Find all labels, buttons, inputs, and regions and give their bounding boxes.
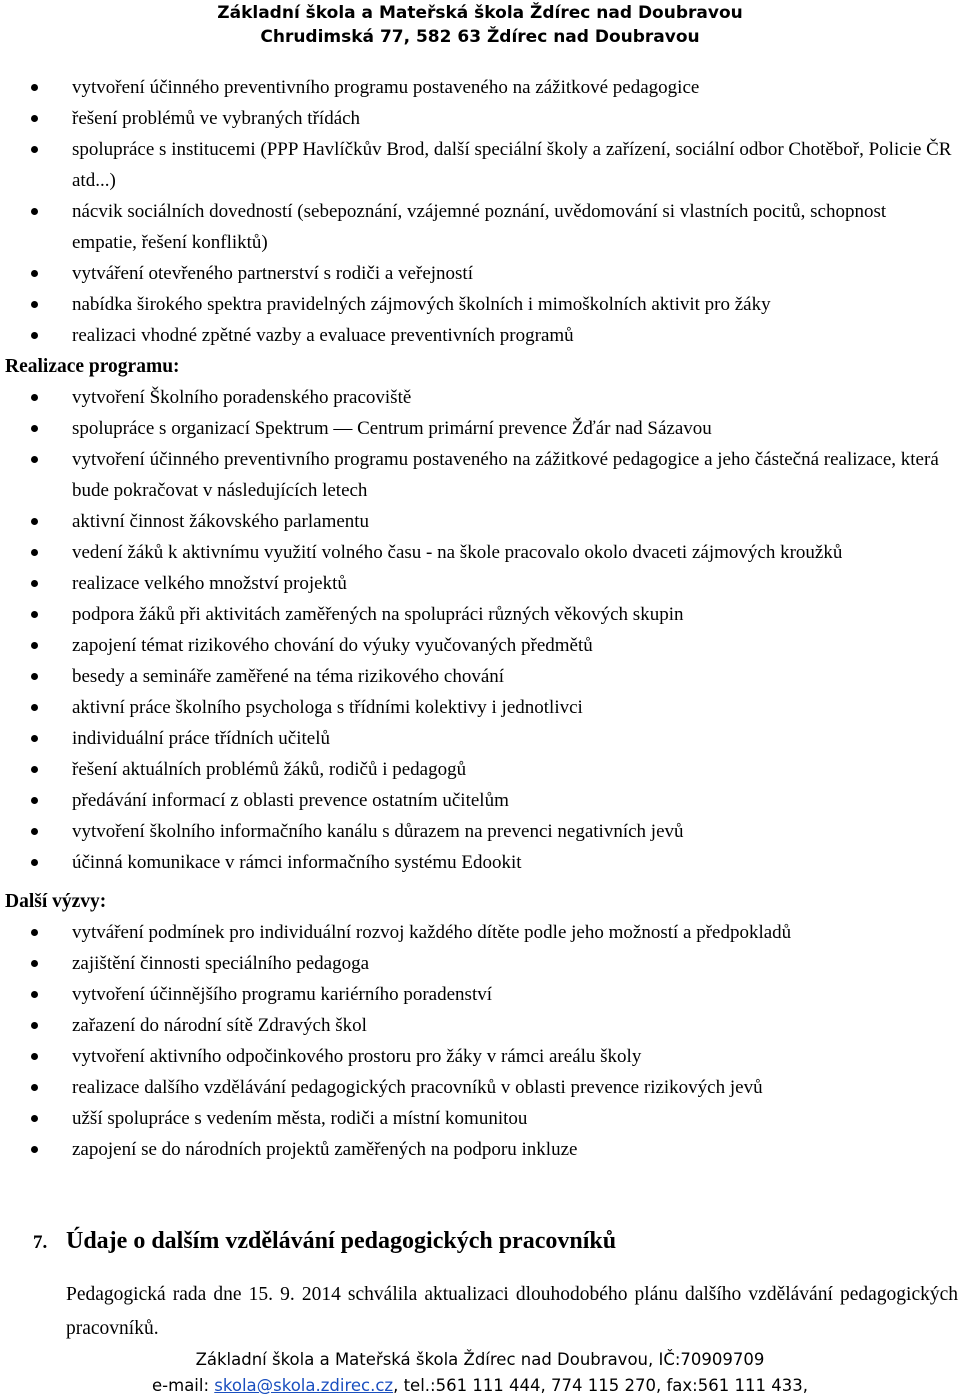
list-item-text: vytvoření Školního poradenského pracoviště	[72, 387, 412, 408]
list-item-text: zajištění činnosti speciálního pedagoga	[72, 953, 370, 974]
list-item	[0, 444, 960, 506]
bullet-icon	[31, 270, 38, 277]
list-item	[0, 816, 960, 847]
list-item-text: aktivní činnost žákovského parlamentu	[72, 511, 370, 532]
list-item	[0, 382, 960, 413]
list-item	[0, 661, 960, 692]
bullet-icon	[31, 797, 38, 804]
email-link[interactable]: skola@skola.zdirec.cz	[214, 1376, 394, 1395]
list-item	[0, 917, 960, 948]
realization-list	[0, 382, 960, 878]
list-item	[0, 1072, 960, 1103]
list-item-text: besedy a semináře zaměřené na téma rizikového chování	[72, 666, 505, 687]
list-item-text: nabídka širokého spektra pravidelných zájmových školních i mimoškolních aktivit pro žáky	[72, 294, 771, 315]
list-item-text: spolupráce s institucemi (PPP Havlíčkův Brod, další speciální školy a zařízení, sociální odbor Chotěboř, Policie ČR atd...)	[72, 139, 952, 191]
list-item-text: řešení aktuálních problémů žáků, rodičů i pedagogů	[72, 759, 467, 780]
bullet-icon	[31, 115, 38, 122]
list-item-text: nácvik sociálních dovedností (sebepoznání, vzájemné poznání, uvědomování si vlastních pocitů, schopnost empatie, řešení konfliktů)	[72, 201, 887, 253]
document-body	[0, 72, 960, 1165]
list-item	[0, 847, 960, 878]
list-item-text: vytvoření školního informačního kanálu s důrazem na prevenci negativních jevů	[72, 821, 684, 842]
list-item-text: vytvoření aktivního odpočinkového prostoru pro žáky v rámci areálu školy	[72, 1046, 642, 1067]
bullet-icon	[31, 1053, 38, 1060]
bullet-icon	[31, 673, 38, 680]
bullet-icon	[31, 991, 38, 998]
list-item-text: účinná komunikace v rámci informačního systému Edookit	[72, 852, 522, 873]
bullet-icon	[31, 960, 38, 967]
list-item	[0, 568, 960, 599]
bullet-icon	[31, 394, 38, 401]
bullet-icon	[31, 1022, 38, 1029]
list-item	[0, 320, 960, 351]
goals-list	[0, 72, 960, 351]
list-item-text: užší spolupráce s vedením města, rodiči a místní komunitou	[72, 1108, 528, 1129]
bullet-icon	[31, 332, 38, 339]
list-item-text: vytváření podmínek pro individuální rozvoj každého dítěte podle jeho možností a předpokladů	[72, 922, 792, 943]
contact-phones: , tel.:561 111 444, 774 115 270, fax:561 111 433,	[393, 1376, 808, 1395]
list-item	[0, 979, 960, 1010]
section-title: Údaje o dalším vzdělávání pedagogických pracovníků	[66, 1228, 617, 1254]
list-item	[0, 72, 960, 103]
heading-vyzvy: Další výzvy:	[5, 891, 107, 912]
list-item-text: realizace velkého množství projektů	[72, 573, 347, 594]
list-item	[0, 103, 960, 134]
list-item	[0, 754, 960, 785]
school-address: Chrudimská 77, 582 63 Ždírec nad Doubravou	[260, 27, 700, 47]
list-item-text: realizaci vhodné zpětné vazby a evaluace preventivních programů	[72, 325, 574, 346]
bullet-icon	[31, 735, 38, 742]
list-item	[0, 948, 960, 979]
list-item	[0, 692, 960, 723]
bullet-icon	[31, 425, 38, 432]
list-item-text: spolupráce s organizací Spektrum — Centrum primární prevence Žďár nad Sázavou	[72, 418, 712, 439]
bullet-icon	[31, 859, 38, 866]
list-item	[0, 785, 960, 816]
list-item	[0, 723, 960, 754]
bullet-icon	[31, 611, 38, 618]
footer-line-1: Základní škola a Mateřská škola Ždírec nad Doubravou, IČ:70909709	[195, 1350, 765, 1369]
list-item-text: řešení problémů ve vybraných třídách	[72, 108, 361, 129]
list-item-text: vytvoření účinnějšího programu kariérního poradenství	[72, 984, 493, 1005]
list-item-text: zařazení do národní sítě Zdravých škol	[72, 1015, 367, 1036]
bullet-icon	[31, 642, 38, 649]
bullet-icon	[31, 518, 38, 525]
list-item	[0, 506, 960, 537]
list-item	[0, 413, 960, 444]
list-item	[0, 258, 960, 289]
list-item	[0, 537, 960, 568]
bullet-icon	[31, 301, 38, 308]
bullet-icon	[31, 1084, 38, 1091]
email-label: e-mail:	[152, 1376, 215, 1395]
bullet-icon	[31, 1146, 38, 1153]
bullet-icon	[31, 1115, 38, 1122]
list-item-text: podpora žáků při aktivitách zaměřených na spolupráci různých věkových skupin	[72, 604, 684, 625]
list-item	[0, 630, 960, 661]
bullet-icon	[31, 549, 38, 556]
list-item	[0, 1134, 960, 1165]
list-item-text: vytvoření účinného preventivního programu postaveného na zážitkové pedagogice	[72, 77, 700, 98]
section-7-paragraph: Pedagogická rada dne 15. 9. 2014 schválila aktualizaci dlouhodobého plánu dalšího vzdělávání pedagogických pracovníků.	[66, 1284, 958, 1339]
list-item-text: vedení žáků k aktivnímu využití volného času - na škole pracovalo okolo dvaceti zájmových kroužků	[72, 542, 843, 563]
bullet-icon	[31, 84, 38, 91]
bullet-icon	[31, 208, 38, 215]
list-item-text: realizace dalšího vzdělávání pedagogických pracovníků v oblasti prevence rizikových jevů	[72, 1077, 763, 1098]
list-item-text: zapojení témat rizikového chování do výuky vyučovaných předmětů	[72, 635, 593, 656]
bullet-icon	[31, 704, 38, 711]
list-item-text: individuální práce třídních učitelů	[72, 728, 331, 749]
list-item	[0, 134, 960, 196]
footer-line-2	[0, 1374, 960, 1398]
school-name: Základní škola a Mateřská škola Ždírec nad Doubravou	[217, 3, 743, 23]
list-item	[0, 599, 960, 630]
bullet-icon	[31, 146, 38, 153]
list-item	[0, 1103, 960, 1134]
list-item-text: předávání informací z oblasti prevence ostatním učitelům	[72, 790, 509, 811]
list-item-text: vytváření otevřeného partnerství s rodiči a veřejností	[72, 263, 473, 284]
list-item	[0, 1010, 960, 1041]
list-item	[0, 196, 960, 258]
list-item-text: aktivní práce školního psychologa s třídními kolektivy i jednotlivci	[72, 697, 583, 718]
challenges-list	[0, 917, 960, 1165]
list-item	[0, 289, 960, 320]
list-item	[0, 1041, 960, 1072]
bullet-icon	[31, 766, 38, 773]
list-item-text: vytvoření účinného preventivního programu postaveného na zážitkové pedagogice a jeho částečná realizace, která bude pokračovat v následujících letech	[72, 449, 939, 501]
bullet-icon	[31, 456, 38, 463]
bullet-icon	[31, 580, 38, 587]
heading-realizace: Realizace programu:	[5, 356, 180, 377]
list-item-text: zapojení se do národních projektů zaměřených na podporu inkluze	[72, 1139, 578, 1160]
bullet-icon	[31, 828, 38, 835]
bullet-icon	[31, 929, 38, 936]
section-number: 7.	[33, 1232, 48, 1253]
